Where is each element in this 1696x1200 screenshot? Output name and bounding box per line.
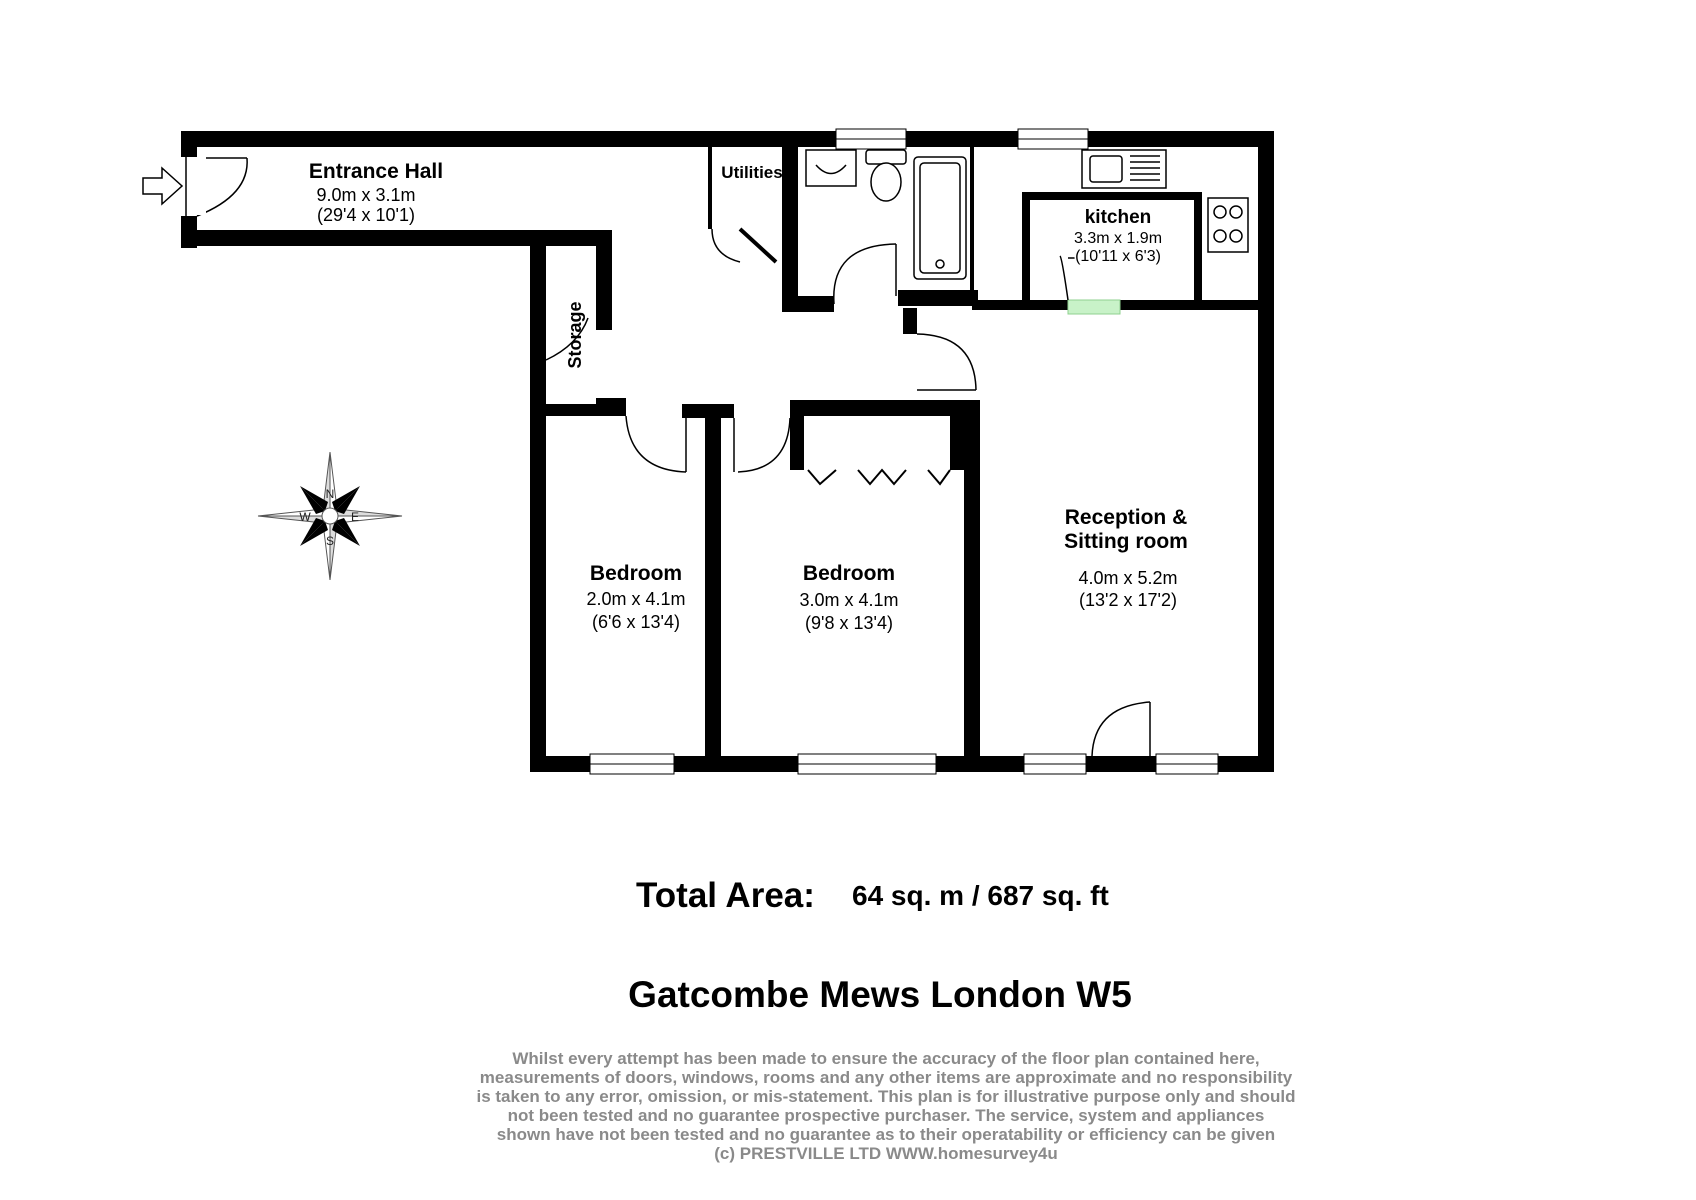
entrance-hall-name: Entrance Hall <box>308 160 444 183</box>
entrance-arrow-icon <box>143 168 182 204</box>
kitchen-door-highlight <box>1068 300 1120 314</box>
bedroom-1-metric: 2.0m x 4.1m <box>586 589 686 609</box>
reception-name-line2: Sitting room <box>1064 530 1188 553</box>
disclaimer-line: not been tested and no guarantee prospective purchaser. The service, system and appliances <box>507 1106 1265 1125</box>
disclaimer <box>380 1049 1392 1163</box>
bedroom-1-name: Bedroom <box>589 562 683 585</box>
disclaimer-line: measurements of doors, windows, rooms and any other items are approximate and no responsibility <box>479 1068 1293 1087</box>
compass-e: E <box>350 510 360 524</box>
reception-metric: 4.0m x 5.2m <box>1078 568 1178 588</box>
reception-imperial: (13'2 x 17'2) <box>1079 590 1177 610</box>
entrance-hall-imperial: (29'4 x 10'1) <box>317 205 415 225</box>
bedroom-2-metric: 3.0m x 4.1m <box>799 590 899 610</box>
compass-w: W <box>299 510 311 524</box>
kitchen-name: kitchen <box>1084 207 1152 228</box>
disclaimer-line: is taken to any error, omission, or mis-statement. This plan is for illustrative purpose only and should <box>476 1087 1296 1106</box>
compass-icon <box>258 452 402 580</box>
entrance-hall-metric: 9.0m x 3.1m <box>316 185 416 205</box>
disclaimer-line: Whilst every attempt has been made to ensure the accuracy of the floor plan contained here, <box>512 1049 1260 1068</box>
wardrobe-doors <box>808 470 950 484</box>
bedroom-2-imperial: (9'8 x 13'4) <box>805 613 893 633</box>
total-area-label: Total Area: <box>636 876 815 915</box>
disclaimer-line: shown have not been tested and no guarantee as to their operatability or efficiency can be given <box>496 1125 1276 1144</box>
kitchen-imperial: (10'11 x 6'3) <box>1075 248 1161 265</box>
bedroom-1-imperial: (6'6 x 13'4) <box>592 612 680 632</box>
compass-s: S <box>325 534 335 548</box>
compass-n: N <box>325 487 335 501</box>
utilities-name: Utilities <box>721 163 783 182</box>
kitchen-metric: 3.3m x 1.9m <box>1073 230 1163 247</box>
bedroom-2-name: Bedroom <box>802 562 896 585</box>
address-title: Gatcombe Mews London W5 <box>628 974 1132 1015</box>
total-area-value: 64 sq. m / 687 sq. ft <box>852 880 1109 911</box>
storage-name: Storage <box>565 301 585 369</box>
disclaimer-line: (c) PRESTVILLE LTD WWW.homesurvey4u <box>714 1144 1058 1163</box>
reception-name-line1: Reception & <box>1064 506 1188 529</box>
